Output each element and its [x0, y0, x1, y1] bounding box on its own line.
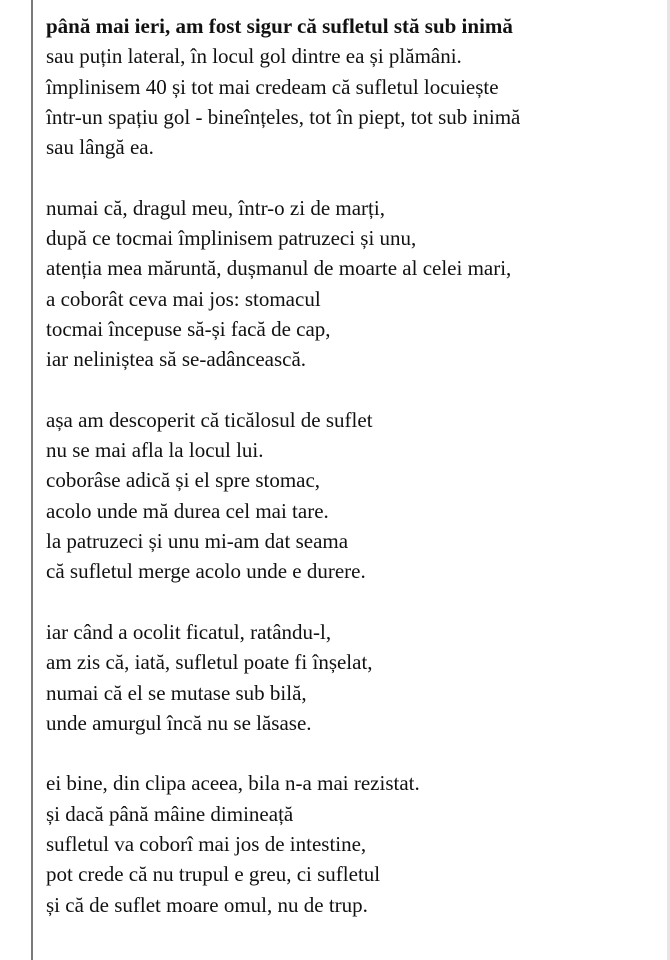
poem-line: și că de suflet moare omul, nu de trup.	[46, 892, 368, 917]
stanza-1	[46, 11, 661, 162]
poem-line: nu se mai afla la locul lui.	[46, 438, 264, 463]
poem-line: am zis că, iată, sufletul poate fi înșelat,	[46, 650, 373, 675]
poem-line: la patruzeci și unu mi-am dat seama	[46, 529, 349, 554]
stanza-2	[46, 193, 661, 375]
poem-line: numai că, dragul meu, într-o zi de marți,	[46, 195, 385, 220]
poem-line: pot crede că nu trupul e greu, ci sufletul	[46, 862, 381, 887]
poem-line: sau lângă ea.	[46, 135, 154, 160]
stanza-3	[46, 405, 661, 587]
poem-line: că sufletul merge acolo unde e durere.	[46, 559, 366, 584]
poem-line: unde amurgul încă nu se lăsase.	[46, 710, 312, 735]
poem-text	[46, 11, 661, 950]
stanza-4	[46, 617, 661, 738]
poem-line: iar neliniștea să se-adâncească.	[46, 347, 307, 372]
poem-line: acolo unde mă durea cel mai tare.	[46, 498, 329, 523]
poem-line: după ce tocmai împlinisem patruzeci și unu,	[46, 226, 417, 251]
poem-line: așa am descoperit că ticălosul de suflet	[46, 407, 373, 432]
poem-line: a coborât ceva mai jos: stomacul	[46, 286, 321, 311]
poem-line: ei bine, din clipa aceea, bila n-a mai rezistat.	[46, 771, 420, 796]
poem-line: și dacă până mâine dimineață	[46, 801, 294, 826]
left-border-divider	[31, 0, 33, 960]
poem-first-line: până mai ieri, am fost sigur că sufletul stă sub inimă	[46, 14, 513, 38]
poem-line: sufletul va coborî mai jos de intestine,	[46, 832, 367, 857]
poem-line: atenția mea măruntă, dușmanul de moarte al celei mari,	[46, 256, 512, 281]
poem-line: într-un spațiu gol - bineînțeles, tot în piept, tot sub inimă	[46, 104, 521, 129]
poem-line: împlinisem 40 și tot mai credeam că sufletul locuiește	[46, 74, 499, 99]
stanza-5	[46, 768, 661, 919]
poem-line: sau puțin lateral, în locul gol dintre ea și plămâni.	[46, 44, 462, 69]
poem-line: tocmai începuse să-și facă de cap,	[46, 316, 331, 341]
poem-line: numai că el se mutase sub bilă,	[46, 680, 307, 705]
poem-line: iar când a ocolit ficatul, ratându-l,	[46, 619, 332, 644]
poem-line: coborâse adică și el spre stomac,	[46, 468, 321, 493]
